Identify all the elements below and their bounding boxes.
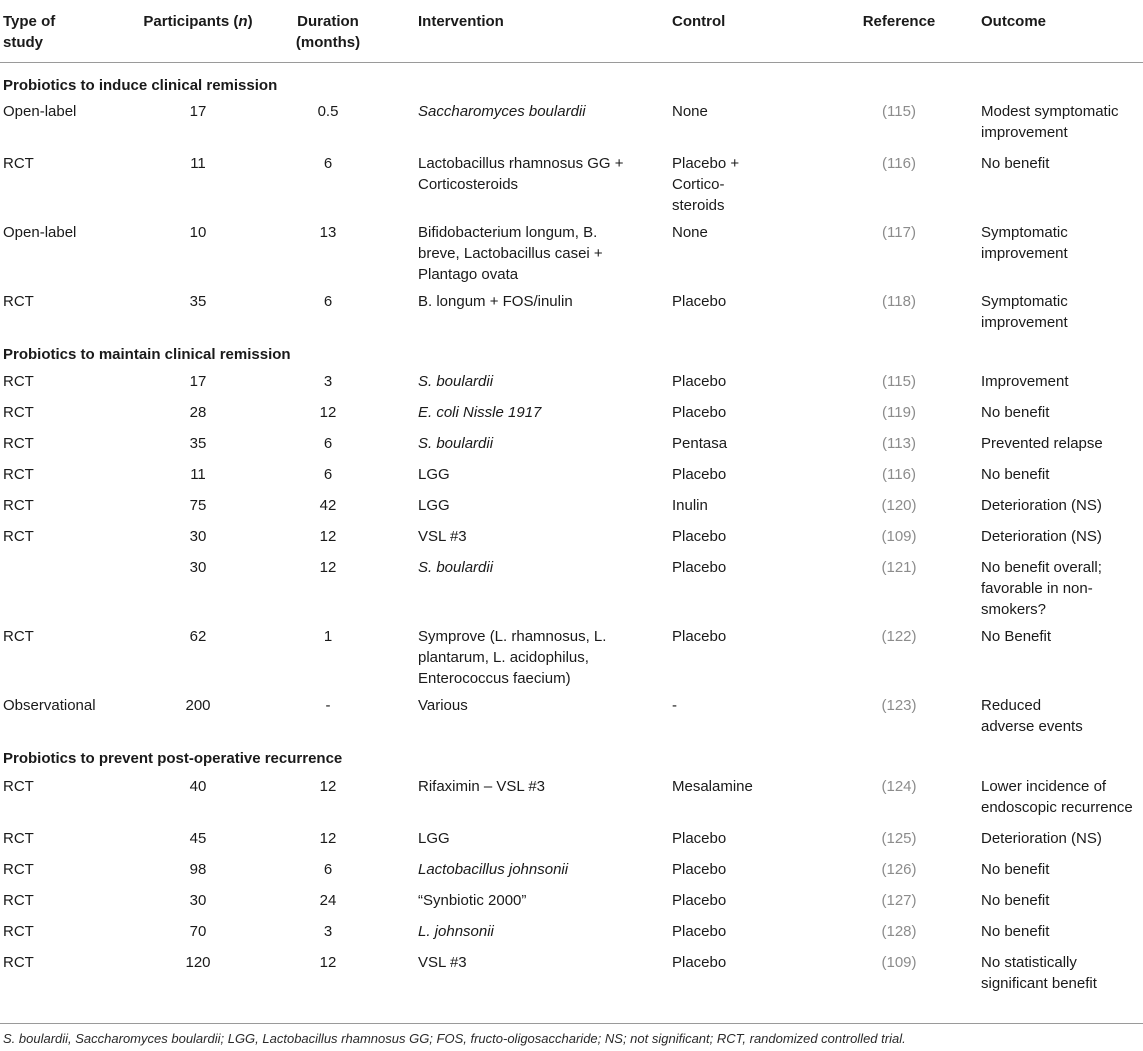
- cell-duration: -: [325, 697, 331, 714]
- cell-intervention: VSL #3: [418, 954, 467, 971]
- cell-type: RCT: [3, 497, 34, 514]
- table-row: [0, 366, 1143, 397]
- cell-reference: (124): [881, 778, 917, 795]
- header-outcome: Outcome: [981, 13, 1047, 30]
- cell-control: Placebo: [672, 559, 727, 576]
- cell-duration: 6: [323, 861, 333, 878]
- cell-duration: 3: [323, 373, 333, 390]
- cell-type: RCT: [3, 373, 34, 390]
- section-induce: [0, 63, 1143, 96]
- cell-intervention: Rifaximin – VSL #3: [418, 778, 546, 795]
- cell-outcome: No Benefit: [981, 628, 1052, 645]
- cell-control: None: [672, 103, 708, 120]
- cell-participants: 28: [189, 404, 207, 421]
- cell-outcome: Symptomatic improvement: [981, 224, 1068, 262]
- cell-reference: (113): [882, 435, 916, 452]
- cell-participants: 11: [190, 155, 206, 172]
- table-row: [0, 552, 1143, 621]
- cell-control: Placebo: [672, 466, 727, 483]
- cell-control: Placebo: [672, 861, 727, 878]
- cell-outcome: No benefit: [981, 466, 1050, 483]
- cell-outcome: Deterioration (NS): [981, 830, 1102, 847]
- cell-type: RCT: [3, 404, 34, 421]
- cell-type: RCT: [3, 830, 34, 847]
- cell-intervention: E. coli Nissle 1917: [418, 404, 542, 421]
- cell-control: Placebo: [672, 923, 727, 940]
- table-header: [0, 0, 1143, 62]
- table-row: [0, 428, 1143, 459]
- cell-participants: 30: [189, 559, 207, 576]
- cell-intervention: Various: [418, 697, 468, 714]
- section-title: Probiotics to induce clinical remission: [3, 77, 278, 94]
- cell-outcome: Symptomatic improvement: [981, 293, 1068, 331]
- cell-participants: 200: [185, 697, 211, 714]
- header-duration: Duration (months): [295, 13, 361, 51]
- cell-type: RCT: [3, 628, 34, 645]
- cell-control: Placebo + Cortico-steroids: [672, 155, 740, 214]
- cell-participants: 35: [189, 435, 207, 452]
- cell-type: RCT: [3, 778, 34, 795]
- table-row: [0, 459, 1143, 490]
- cell-duration: 6: [323, 466, 333, 483]
- cell-duration: 12: [319, 528, 337, 545]
- cell-duration: 24: [319, 892, 337, 909]
- cell-duration: 3: [323, 923, 333, 940]
- cell-control: Placebo: [672, 830, 727, 847]
- table-row: [0, 286, 1143, 338]
- cell-duration: 6: [323, 435, 333, 452]
- cell-reference: (116): [882, 155, 916, 172]
- cell-duration: 12: [319, 559, 337, 576]
- cell-type: RCT: [3, 861, 34, 878]
- section-title: Probiotics to maintain clinical remission: [3, 346, 291, 363]
- cell-type: RCT: [3, 528, 34, 545]
- cell-duration: 0.5: [317, 103, 339, 120]
- cell-participants: 17: [189, 103, 207, 120]
- cell-duration: 6: [323, 293, 333, 310]
- cell-outcome: Deterioration (NS): [981, 528, 1102, 545]
- cell-intervention: VSL #3: [418, 528, 467, 545]
- cell-intervention: B. longum + FOS/inulin: [418, 293, 573, 310]
- cell-type: RCT: [3, 466, 34, 483]
- cell-participants: 120: [185, 954, 211, 971]
- cell-control: Placebo: [672, 528, 727, 545]
- cell-participants: 35: [189, 293, 207, 310]
- cell-reference: (120): [881, 497, 917, 514]
- table-row: [0, 621, 1143, 690]
- section-prevent: [0, 742, 1143, 771]
- table-row: [0, 854, 1143, 885]
- cell-intervention: “Synbiotic 2000”: [418, 892, 527, 909]
- cell-participants: 40: [189, 778, 207, 795]
- cell-reference: (116): [882, 466, 916, 483]
- table-row: [0, 397, 1143, 428]
- table-row: [0, 771, 1143, 823]
- cell-intervention: S. boulardii: [418, 435, 494, 452]
- cell-reference: (115): [882, 373, 916, 390]
- cell-duration: 12: [319, 830, 337, 847]
- cell-outcome: No benefit: [981, 155, 1050, 172]
- cell-control: Placebo: [672, 954, 727, 971]
- cell-control: None: [672, 224, 708, 241]
- cell-outcome: No benefit overall; favorable in non-smokers?: [981, 559, 1102, 618]
- cell-intervention: Lactobacillus rhamnosus GG + Corticosteroids: [418, 155, 624, 193]
- cell-participants: 10: [189, 224, 207, 241]
- cell-intervention: Saccharomyces boulardii: [418, 103, 586, 120]
- cell-intervention: S. boulardii: [418, 559, 494, 576]
- cell-reference: (109): [881, 954, 917, 971]
- cell-intervention: Lactobacillus johnsonii: [418, 861, 569, 878]
- cell-control: Placebo: [672, 373, 727, 390]
- section-title: Probiotics to prevent post-operative recurrence: [3, 750, 343, 767]
- cell-reference: (125): [881, 830, 917, 847]
- cell-participants: 98: [189, 861, 207, 878]
- footer-divider: [0, 1023, 1143, 1024]
- cell-participants: 17: [189, 373, 207, 390]
- cell-control: Inulin: [672, 497, 708, 514]
- table-row: [0, 885, 1143, 916]
- cell-control: Placebo: [672, 404, 727, 421]
- cell-type: RCT: [3, 293, 34, 310]
- cell-type: Open-label: [3, 224, 77, 241]
- cell-outcome: Lower incidence of endoscopic recurrence: [981, 778, 1133, 816]
- cell-intervention: LGG: [418, 830, 450, 847]
- cell-participants: 62: [189, 628, 207, 645]
- cell-control: Mesalamine: [672, 778, 753, 795]
- cell-intervention: S. boulardii: [418, 373, 494, 390]
- cell-intervention: LGG: [418, 466, 450, 483]
- cell-control: Placebo: [672, 293, 727, 310]
- cell-intervention: Symprove (L. rhamnosus, L. plantarum, L. acidophilus, Enterococcus faecium): [418, 628, 607, 687]
- cell-reference: (121): [881, 559, 917, 576]
- cell-intervention: L. johnsonii: [418, 923, 494, 940]
- cell-reference: (119): [882, 404, 916, 421]
- cell-duration: 1: [323, 628, 333, 645]
- table-row: [0, 96, 1143, 148]
- cell-outcome: No statistically significant benefit: [981, 954, 1097, 992]
- table-row: [0, 916, 1143, 947]
- cell-outcome: No benefit: [981, 892, 1050, 909]
- cell-reference: (118): [882, 293, 916, 310]
- table-row: [0, 521, 1143, 552]
- header-participants: Participants (n): [143, 13, 253, 30]
- cell-control: Placebo: [672, 628, 727, 645]
- cell-reference: (115): [882, 103, 916, 120]
- cell-reference: (128): [881, 923, 917, 940]
- table-row: [0, 148, 1143, 217]
- header-control: Control: [672, 13, 726, 30]
- table-row: [0, 947, 1143, 999]
- cell-duration: 6: [323, 155, 333, 172]
- cell-control: Pentasa: [672, 435, 728, 452]
- table-row: [0, 217, 1143, 286]
- cell-type: Observational: [3, 697, 96, 714]
- cell-participants: 11: [190, 466, 206, 483]
- header-type: Type of study: [3, 13, 56, 51]
- cell-outcome: Improvement: [981, 373, 1069, 390]
- cell-outcome: Deterioration (NS): [981, 497, 1102, 514]
- cell-outcome: No benefit: [981, 404, 1050, 421]
- cell-type: RCT: [3, 954, 34, 971]
- cell-participants: 45: [189, 830, 207, 847]
- cell-control: Placebo: [672, 892, 727, 909]
- cell-participants: 30: [189, 528, 207, 545]
- cell-duration: 42: [319, 497, 337, 514]
- cell-reference: (117): [882, 224, 916, 241]
- table-row: [0, 690, 1143, 742]
- header-intervention: Intervention: [418, 13, 504, 30]
- cell-outcome: No benefit: [981, 861, 1050, 878]
- cell-intervention: LGG: [418, 497, 450, 514]
- cell-participants: 75: [189, 497, 207, 514]
- section-maintain: [0, 338, 1143, 366]
- table-row: [0, 823, 1143, 854]
- header-reference: Reference: [862, 13, 936, 30]
- cell-outcome: Prevented relapse: [981, 435, 1103, 452]
- cell-participants: 70: [189, 923, 207, 940]
- cell-type: RCT: [3, 923, 34, 940]
- cell-type: Open-label: [3, 103, 77, 120]
- cell-reference: (109): [881, 528, 917, 545]
- cell-outcome: Modest symptomatic improvement: [981, 103, 1119, 141]
- cell-type: RCT: [3, 892, 34, 909]
- table-row: [0, 490, 1143, 521]
- cell-duration: 12: [319, 404, 337, 421]
- cell-duration: 13: [319, 224, 337, 241]
- cell-intervention: Bifidobacterium longum, B. breve, Lactobacillus casei + Plantago ovata: [418, 224, 603, 283]
- cell-reference: (127): [881, 892, 917, 909]
- cell-control: -: [672, 697, 677, 714]
- cell-type: RCT: [3, 435, 34, 452]
- cell-reference: (123): [881, 697, 917, 714]
- cell-outcome: Reduced adverse events: [981, 697, 1083, 735]
- cell-duration: 12: [319, 954, 337, 971]
- cell-type: RCT: [3, 155, 34, 172]
- cell-outcome: No benefit: [981, 923, 1050, 940]
- table-footnote: S. boulardii, Saccharomyces boulardii; LGG, Lactobacillus rhamnosus GG; FOS, fructo-oligosaccharide; NS; not significant; RCT, randomized controlled trial.: [3, 1031, 906, 1046]
- cell-reference: (122): [881, 628, 917, 645]
- cell-duration: 12: [319, 778, 337, 795]
- cell-participants: 30: [189, 892, 207, 909]
- cell-reference: (126): [881, 861, 917, 878]
